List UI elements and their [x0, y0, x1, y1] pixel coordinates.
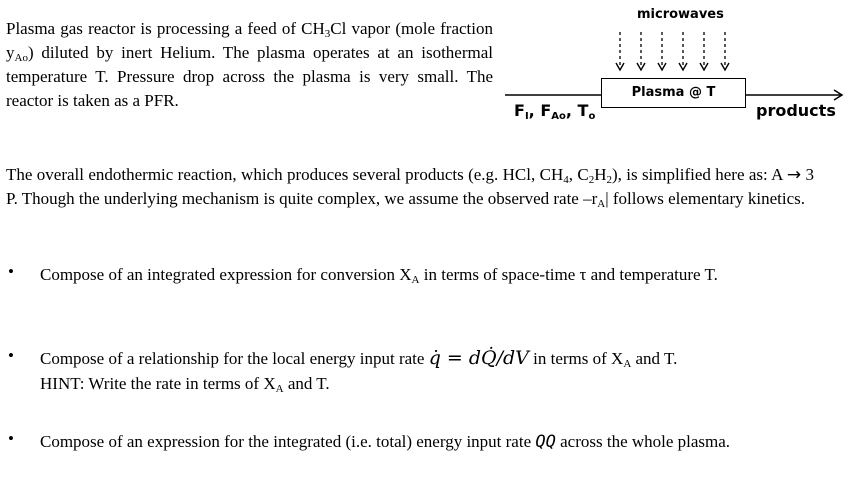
feed-label: $F_I$, $F_{Ao}$, $T_o$ [514, 101, 596, 122]
microwave-arrows [600, 30, 750, 78]
total-energy-symbol: QQ [535, 432, 556, 452]
bullet-marker: • [8, 429, 14, 448]
microwaves-label: microwaves [637, 7, 724, 22]
reaction-paragraph: The overall endothermic reaction, which produces several products (e.g. HCl, $CH_4$, $C_2H_2$), is simplified here as: A → 3 P. Though the underlying mechanism is quite complex, we assume the observed rate $-r_A|$ follows elementary kinetics. [6, 165, 814, 210]
intro-paragraph [6, 17, 493, 113]
bullet-text: Compose of an integrated expression for conversion $X_A$ in terms of space-time τ and temperature T. [40, 265, 718, 286]
bullet-marker: • [8, 262, 14, 281]
intro-text: ) diluted by inert Helium. The plasma operates at an isothermal temperature T. Pressure drop across the plasma is very small. The reactor is taken as a PFR. [6, 43, 493, 110]
arrow-symbol: → [786, 165, 802, 185]
subscript: 3 [324, 28, 331, 40]
bullet-marker: • [8, 346, 14, 365]
energy-rate-equation: q̇ = dQ̇/dV [428, 347, 529, 369]
bullet-text: Compose of an expression for the integrated (i.e. total) energy input rate QQ across the whole plasma. [40, 432, 731, 452]
products-label: products [756, 101, 836, 120]
subscript: Ao [14, 52, 28, 64]
intro-text: Plasma gas reactor is processing a feed of CH [6, 19, 325, 38]
plasma-box-label: Plasma @ T [631, 85, 716, 100]
bullet-text: Compose of a relationship for the local energy input rate q̇ = dQ̇/dV in terms of $X_A$ and T. HINT: Write the rate in terms of $X_A$ and T. [40, 347, 678, 395]
intro-text: Cl vapor (mole fraction y [6, 19, 493, 62]
